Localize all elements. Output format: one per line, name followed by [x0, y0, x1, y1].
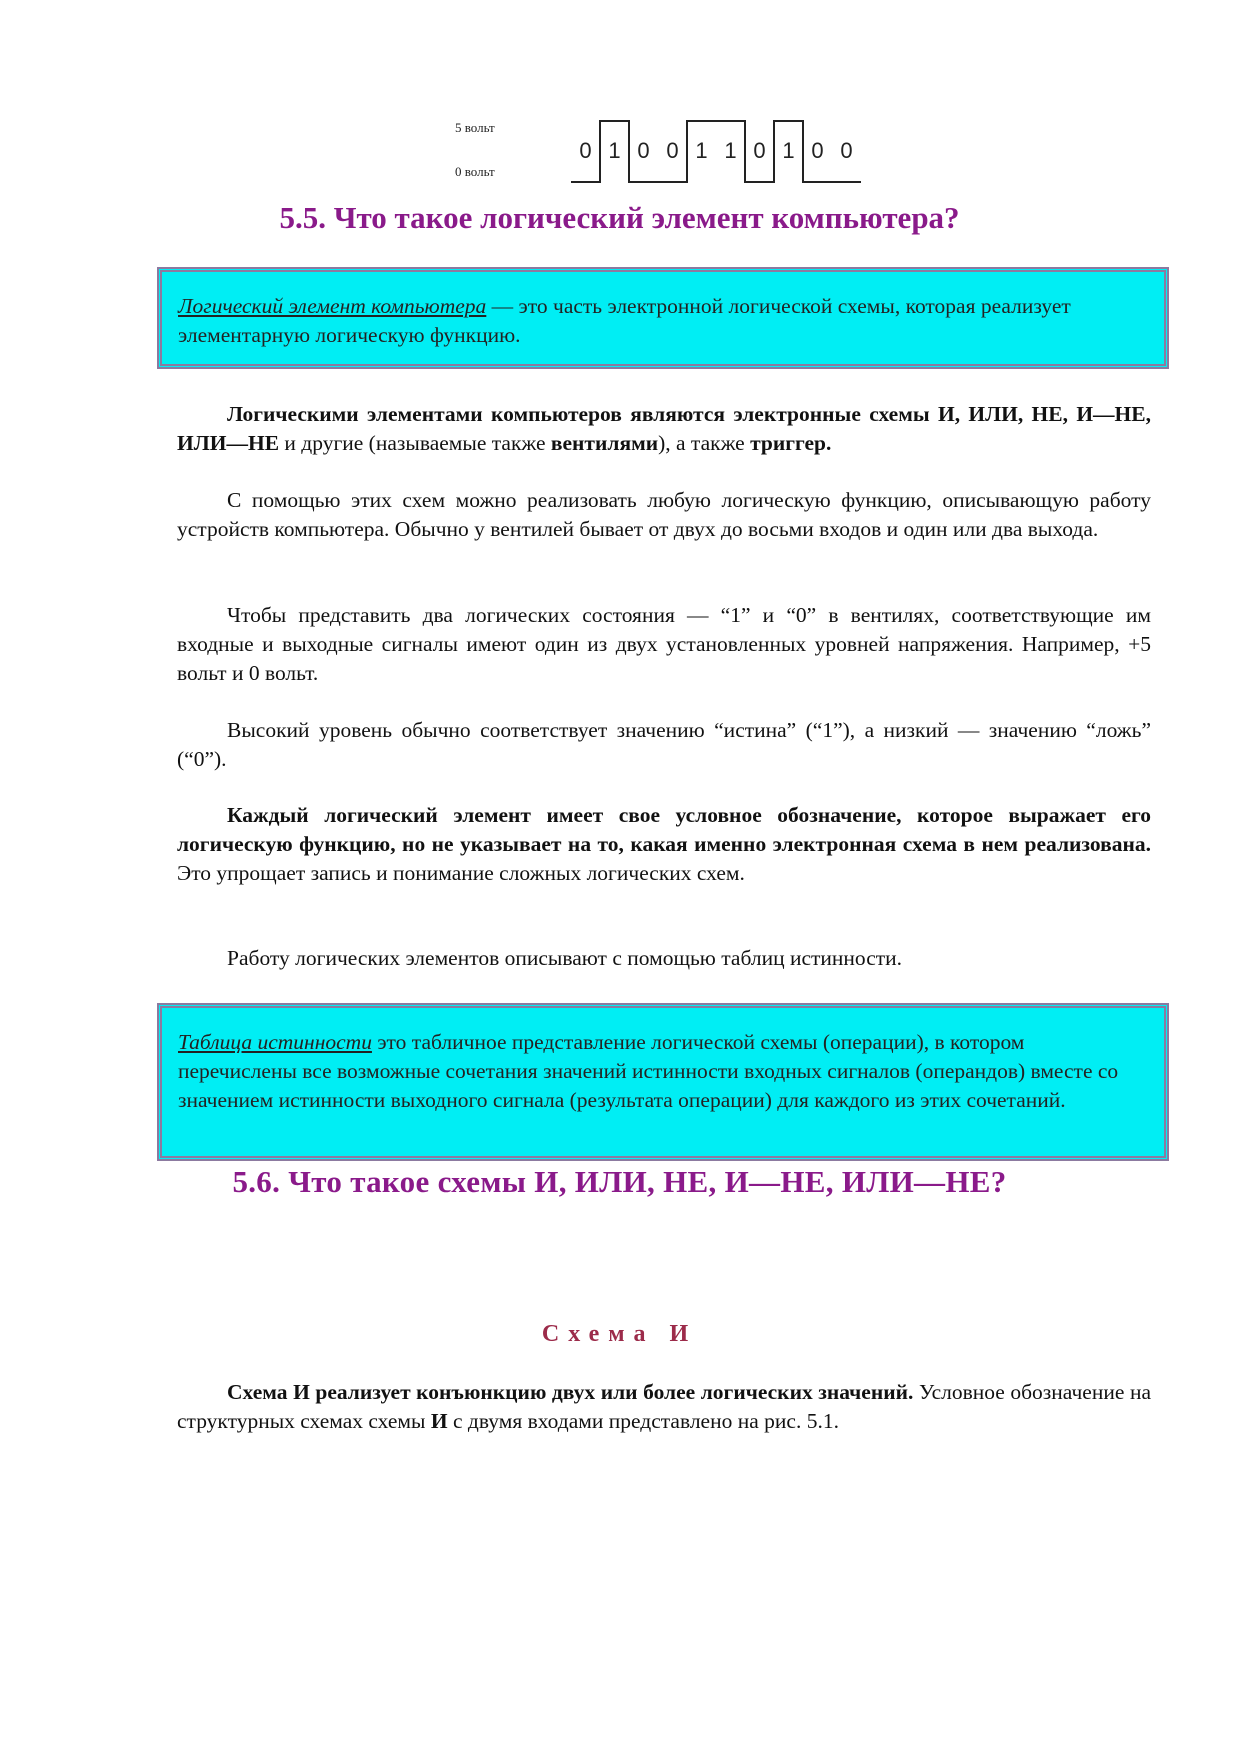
p5-bold: Каждый логический элемент имеет свое условное обозначение, которое выражает его логическую функцию, но не указывает на то, какая именно электронная схема в нем реализована.	[177, 803, 1151, 856]
waveform-label-high: 5 вольт	[455, 120, 495, 135]
truth-table-text: это табличное представление логической схемы (операции), в котором перечислены все возможные сочетания значений истинности входных сигналов (операндов) вместе со значением истинности выходного сигнала (результата операции) для каждого из этих сочетаний.	[178, 1030, 1119, 1112]
p7-text-2: с двумя входами представлено на рис. 5.1.	[447, 1409, 839, 1433]
section-5-5-title: 5.5. Что такое логический элемент компьютера?	[279, 200, 960, 235]
waveform-bit: 1	[608, 138, 621, 163]
paragraph-high-low: Высокий уровень обычно соответствует значению “истина” (“1”), а низкий — значению “ложь” (“0”).	[177, 718, 1151, 771]
paragraph-gates-inputs: С помощью этих схем можно реализовать любую логическую функцию, описывающую работу устройств компьютера. Обычно у вентилей бывает от двух до восьми входов и один или два выхода.	[177, 488, 1151, 541]
waveform-bit: 0	[666, 138, 679, 163]
p7-bold-2: И	[430, 1409, 448, 1433]
waveform-bit: 0	[637, 138, 650, 163]
truth-table-term: Таблица истинности	[178, 1030, 372, 1054]
paragraph-logic-elements	[177, 400, 1151, 458]
p1-bold-3: триггер.	[750, 431, 832, 455]
waveform-figure	[455, 112, 875, 192]
waveform-diagram	[563, 112, 863, 192]
section-5-6-title: 5.6. Что такое схемы И, ИЛИ, НЕ, И—НЕ, ИЛИ—НЕ?	[232, 1164, 1007, 1199]
paragraph-truth-tables: Работу логических элементов описывают с помощью таблиц истинности.	[227, 946, 903, 970]
paragraph-voltage-levels: Чтобы представить два логических состояния — “1” и “0” в вентилях, соответствующие им входные и выходные сигналы имеют один из двух установленных уровней напряжения. Например, +5 вольт и 0 вольт.	[177, 603, 1151, 685]
p7-text-1: Условное обозначение на структурных схемах схемы	[177, 1380, 1152, 1433]
p1-bold-2: вентилями	[550, 431, 659, 455]
waveform-bit: 1	[782, 138, 795, 163]
p5-text: Это упрощает запись и понимание сложных логических схем.	[177, 861, 745, 885]
definition-text: — это часть электронной логической схемы, которая реализует элементарную логическую функцию.	[178, 294, 1071, 347]
p1-bold-1: Логическими элементами компьютеров являются электронные схемы И, ИЛИ, НЕ, И—НЕ, ИЛИ—НЕ	[177, 402, 1151, 455]
p1-text-1: и другие (называемые также	[279, 431, 551, 455]
waveform-label-low: 0 вольт	[455, 164, 495, 179]
paragraph-and-circuit	[177, 1378, 1151, 1436]
waveform-bit: 0	[811, 138, 824, 163]
definition-term: Логический элемент компьютера	[178, 294, 487, 318]
p7-bold-1: Схема И реализует конъюнкцию двух или более логических значений.	[227, 1380, 914, 1404]
waveform-bit: 0	[840, 138, 853, 163]
paragraph-symbol	[177, 801, 1151, 888]
waveform-bit: 1	[695, 138, 708, 163]
waveform-bit: 1	[724, 138, 737, 163]
definition-box-truth-table	[157, 1003, 1169, 1161]
waveform-bit: 0	[579, 138, 592, 163]
definition-box-logic-element	[157, 267, 1169, 369]
waveform-bit: 0	[753, 138, 766, 163]
subheading-and-circuit: Схема И	[541, 1321, 698, 1347]
p1-text-2: ), а также	[658, 431, 751, 455]
